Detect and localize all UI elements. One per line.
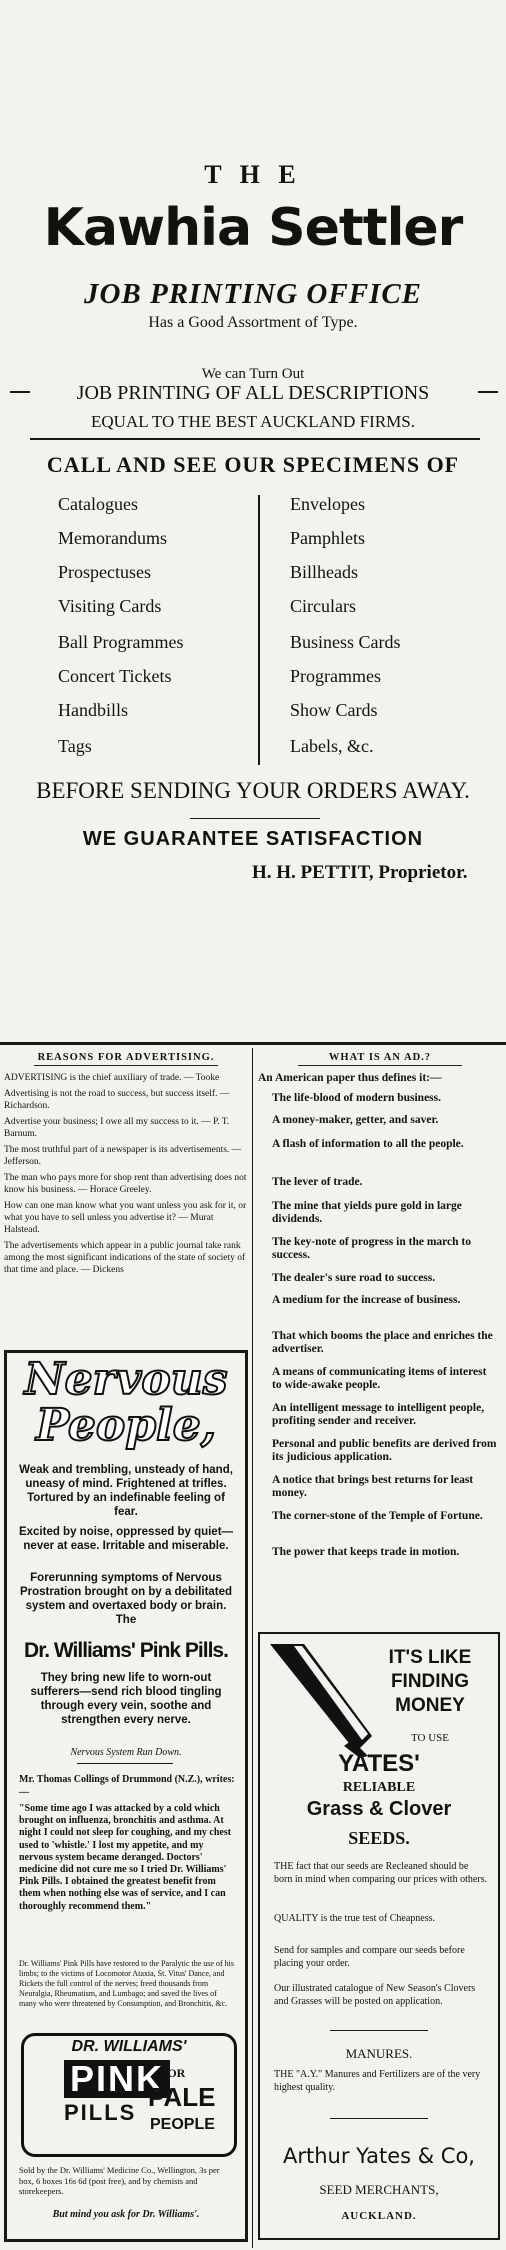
box-line1: DR. WILLIAMS' — [71, 2038, 187, 2055]
ad-definition: A means of communicating items of interest to wide-awake people. — [272, 1366, 487, 1391]
ad-definition: An intelligent message to intelligent people, profiting sender and receiver. — [272, 1402, 485, 1427]
yates-para1: THE fact that our seeds are Recleaned should be born in mind when comparing our prices with others. — [274, 1861, 488, 1885]
ad-definition: A medium for the increase of business. — [272, 1294, 461, 1306]
box-line4: FOR — [160, 2066, 186, 2080]
ad-definition: The lever of trade. — [272, 1176, 363, 1188]
pills-para3: Forerunning symptoms of Nervous Prostration brought on by a debilitated system and overtaxed body or brain. The — [19, 1572, 233, 1626]
specimen-right-item: Pamphlets — [290, 528, 365, 548]
specimen-right-item: Programmes — [290, 666, 381, 686]
reason-quote: Advertise your business; I owe all my success to it. — P. T. Barnum. — [4, 1117, 230, 1139]
yates-seeds: SEEDS. — [348, 1828, 410, 1848]
reason-quote: How can one man know what you want unless you ask for it, or what you have to sell unless you advertise it? — Murat Halstead. — [4, 1201, 247, 1235]
ad-definition: A notice that brings best returns for least money. — [272, 1474, 474, 1499]
reason-quote: The most truthful part of a newspaper is its advertisements. — Jefferson. — [4, 1145, 242, 1167]
yates-to-use: TO USE — [411, 1732, 449, 1744]
before-sending-text: BEFORE SENDING YOUR ORDERS AWAY. — [36, 778, 470, 803]
specimen-left-item: Prospectuses — [58, 562, 151, 582]
ad-definition: The power that keeps trade in motion. — [272, 1546, 460, 1558]
yates-manures-text: THE "A.Y." Manures and Fertilizers are of the very highest quality. — [274, 2069, 481, 2093]
ad-definition: That which booms the place and enriches the advertiser. — [272, 1330, 493, 1355]
all-descriptions-text: JOB PRINTING OF ALL DESCRIPTIONS — [76, 382, 430, 404]
yates-rule-2 — [330, 2118, 428, 2119]
yates-auckland: AUCKLAND. — [341, 2210, 417, 2222]
we-can-text: We can Turn Out — [201, 366, 305, 382]
pills-para2: Excited by noise, oppressed by quiet—never at ease. Irritable and miserable. — [18, 1526, 234, 1552]
what-is-ad-section — [258, 1052, 502, 1090]
pills-sold: Sold by the Dr. Williams' Medicine Co., Wellington, 3s per box, 6 boxes 16s 6d (post free), and by chemists and storekeepers. — [19, 2165, 220, 2196]
reason-quote: ADVERTISING is the chief auxiliary of trade. — Tooke — [4, 1073, 220, 1083]
reasons-heading: REASONS FOR ADVERTISING. — [34, 1052, 218, 1066]
rule-mid — [30, 438, 480, 440]
specimen-right-item: Business Cards — [290, 632, 401, 652]
pills-sub-rule — [77, 1763, 173, 1764]
yates-its-like: IT'S LIKE FINDING MONEY — [388, 1647, 472, 1716]
yates-quality: QUALITY is the true test of Cheapness. — [274, 1913, 435, 1924]
reason-quote: Advertising is not the road to success, but success itself. — Richardson. — [4, 1089, 230, 1111]
yates-reliable: RELIABLE — [342, 1780, 416, 1795]
call-and-see-text: CALL AND SEE OUR SPECIMENS OF — [46, 452, 460, 477]
the-label: T H E — [204, 160, 302, 189]
box-line2: PINK — [64, 2060, 170, 2098]
page-title: Kawhia Settler — [43, 198, 463, 258]
ad-definition: The corner-stone of the Temple of Fortune. — [272, 1510, 483, 1522]
column-divider — [258, 495, 260, 765]
specimen-left-item: Visiting Cards — [58, 596, 162, 616]
pills-but-mind: But mind you ask for Dr. Williams'. — [52, 2209, 200, 2220]
specimen-left-item: Handbills — [58, 700, 128, 720]
specimen-right-item: Show Cards — [290, 700, 378, 720]
ad-definition: A money-maker, getter, and saver. — [272, 1114, 439, 1126]
reason-quote: The advertisements which appear in a public journal take rank among the most significant indications of the state of society of that time and place. — Dickens — [4, 1241, 246, 1275]
pills-brand: Dr. Williams' Pink Pills. — [24, 1639, 228, 1662]
specimen-left-item: Catalogues — [58, 494, 138, 514]
specimen-right-item: Labels, &c. — [290, 736, 374, 756]
vertical-column-rule — [252, 1048, 253, 2248]
reason-quote: The man who pays more for shop rent than advertising does not know his business. — Horace Greeley. — [4, 1173, 247, 1195]
ad-definition: The dealer's sure road to success. — [272, 1272, 436, 1284]
pills-subhead: Nervous System Run Down. — [70, 1747, 182, 1758]
ad-definition: A flash of information to all the people. — [272, 1138, 464, 1150]
proprietor-text: H. H. PETTIT, Proprietor. — [252, 862, 468, 883]
masthead-block — [0, 0, 506, 756]
reasons-section — [4, 1052, 248, 1276]
nervous-headline: Nervous People, — [24, 1354, 228, 1451]
yates-rule — [330, 2030, 428, 2031]
guarantee-text: WE GUARANTEE SATISFACTION — [82, 828, 424, 850]
specimen-left-item: Tags — [58, 736, 92, 756]
box-line5: PALE — [148, 2082, 216, 2112]
yates-ad — [258, 1632, 500, 2240]
pink-pills-ad — [4, 1350, 248, 2242]
pills-para1: Weak and trembling, unsteady of hand, uneasy of mind. Frightened at trifles. Tortured by an indefinable feeling of fear. — [19, 1464, 233, 1518]
pills-para4: They bring new life to worn-out sufferers—send rich blood tingling through every vein, soothe and strengthen every nerve. — [30, 1672, 222, 1726]
rule-before-guarantee — [190, 818, 320, 819]
ad-definition: The mine that yields pure gold in large dividends. — [272, 1200, 462, 1225]
what-is-ad-intro: An American paper thus defines it:— — [258, 1072, 442, 1084]
page-divider — [0, 1042, 506, 1045]
yates-seed-merchants: SEED MERCHANTS, — [319, 2182, 439, 2197]
yates-send: Send for samples and compare our seeds before placing your order. — [274, 1945, 465, 1969]
specimen-right-item: Billheads — [290, 562, 358, 582]
specimen-right-item: Envelopes — [290, 494, 365, 514]
specimen-left-item: Memorandums — [58, 528, 167, 548]
what-is-ad-heading: WHAT IS AN AD.? — [298, 1052, 462, 1066]
ad-definition: Personal and public benefits are derived from its judicious application. — [272, 1438, 497, 1463]
yates-catalogue: Our illustrated catalogue of New Season's Clovers and Grasses will be posted on application. — [274, 1983, 476, 2007]
ad-definition: The key-note of progress in the march to success. — [272, 1236, 472, 1261]
pills-box-logo — [21, 2033, 237, 2157]
pills-testimonial-name: Mr. Thomas Collings of Drummond (N.Z.), writes:— — [19, 1774, 235, 1798]
yates-grass: Grass & Clover — [306, 1798, 452, 1820]
specimen-left-item: Ball Programmes — [58, 632, 184, 652]
pills-testimonial: "Some time ago I was attacked by a cold which brought on influenza, bronchitis and asthma. At night I could not sleep for coughing, and my chest used to 'whistle.' I lost my appetite, and my nervous system became deranged. Doctors' medicine did not cure me so I tried Dr. Williams' Pink Pills. I obtained the greatest benefit from them when nothing else was of service, and I can thoroughly recommend them." — [19, 1803, 232, 1912]
pills-body2: Dr. Williams' Pink Pills have restored to the Paralytic the use of his limbs; to the victims of Locomotor Ataxia, St. Vitus' Dance, and Rickets the full control of the nerves; freed thousands from Neuralgia, Rheumatism, and Lumbago; and saved the lives of many who were threatened by Consumption, and Bronchitis, &c. — [19, 1959, 234, 2008]
equal-text: EQUAL TO THE BEST AUCKLAND FIRMS. — [91, 412, 415, 431]
specimen-right-item: Circulars — [290, 596, 356, 616]
box-line3: PILLS — [64, 2100, 137, 2125]
yates-manures: MANURES. — [345, 2046, 413, 2061]
ad-definition: The life-blood of modern business. — [272, 1092, 442, 1104]
assortment-text: Has a Good Assortment of Type. — [148, 314, 358, 331]
pointing-hand-icon — [264, 1640, 374, 1760]
specimen-left-item: Concert Tickets — [58, 666, 172, 686]
box-line6: PEOPLE — [150, 2116, 215, 2133]
job-printing-heading: JOB PRINTING OFFICE — [83, 278, 423, 310]
yates-firm: Arthur Yates & Co, — [283, 2144, 475, 2168]
yates-name: YATES' — [338, 1750, 420, 1777]
